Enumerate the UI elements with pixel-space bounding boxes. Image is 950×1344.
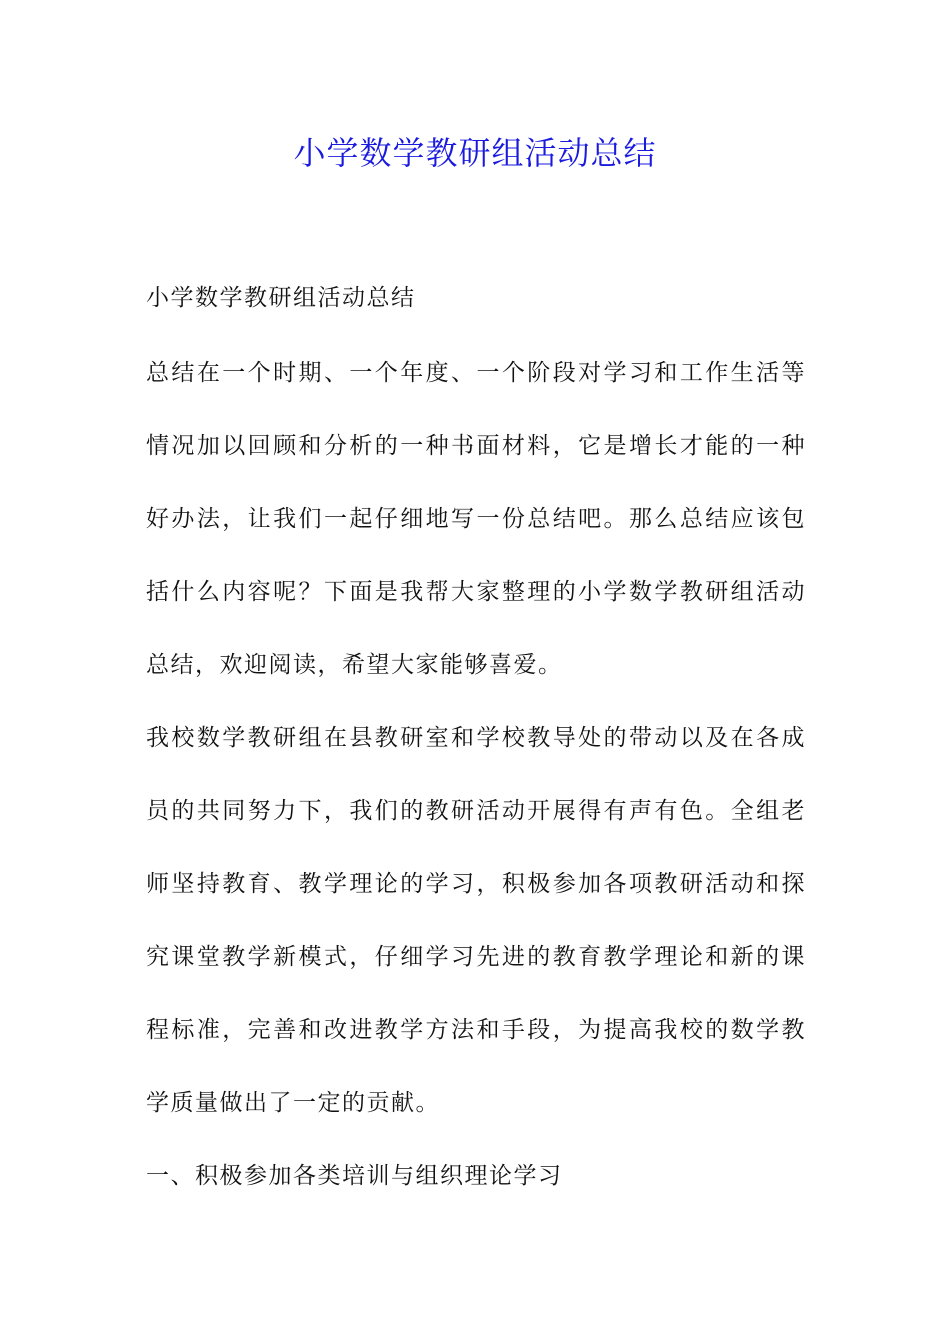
document-title: 小学数学教研组活动总结 xyxy=(293,134,657,172)
section-heading-1: 一、积极参加各类培训与组织理论学习 xyxy=(146,1163,563,1189)
document-subtitle: 小学数学教研组活动总结 xyxy=(146,285,416,311)
paragraph-intro: 总结在一个时期、一个年度、一个阶段对学习和工作生活等情况加以回顾和分析的一种书面材料，它是增长才能的一种好办法，让我们一起仔细地写一份总结吧。那么总结应该包括什么内容呢？下面是我帮大家整理的小学数学教研组活动总结，欢迎阅读，希望大家能够喜爱。 xyxy=(146,360,806,678)
document-body xyxy=(146,262,806,1213)
paragraph-summary: 我校数学教研组在县教研室和学校教导处的带动以及在各成员的共同努力下，我们的教研活动开展得有声有色。全组老师坚持教育、教学理论的学习，积极参加各项教研活动和探究课堂教学新模式，仔细学习先进的教育教学理论和新的课程标准，完善和改进教学方法和手段，为提高我校的数学教学质量做出了一定的贡献。 xyxy=(146,725,806,1116)
